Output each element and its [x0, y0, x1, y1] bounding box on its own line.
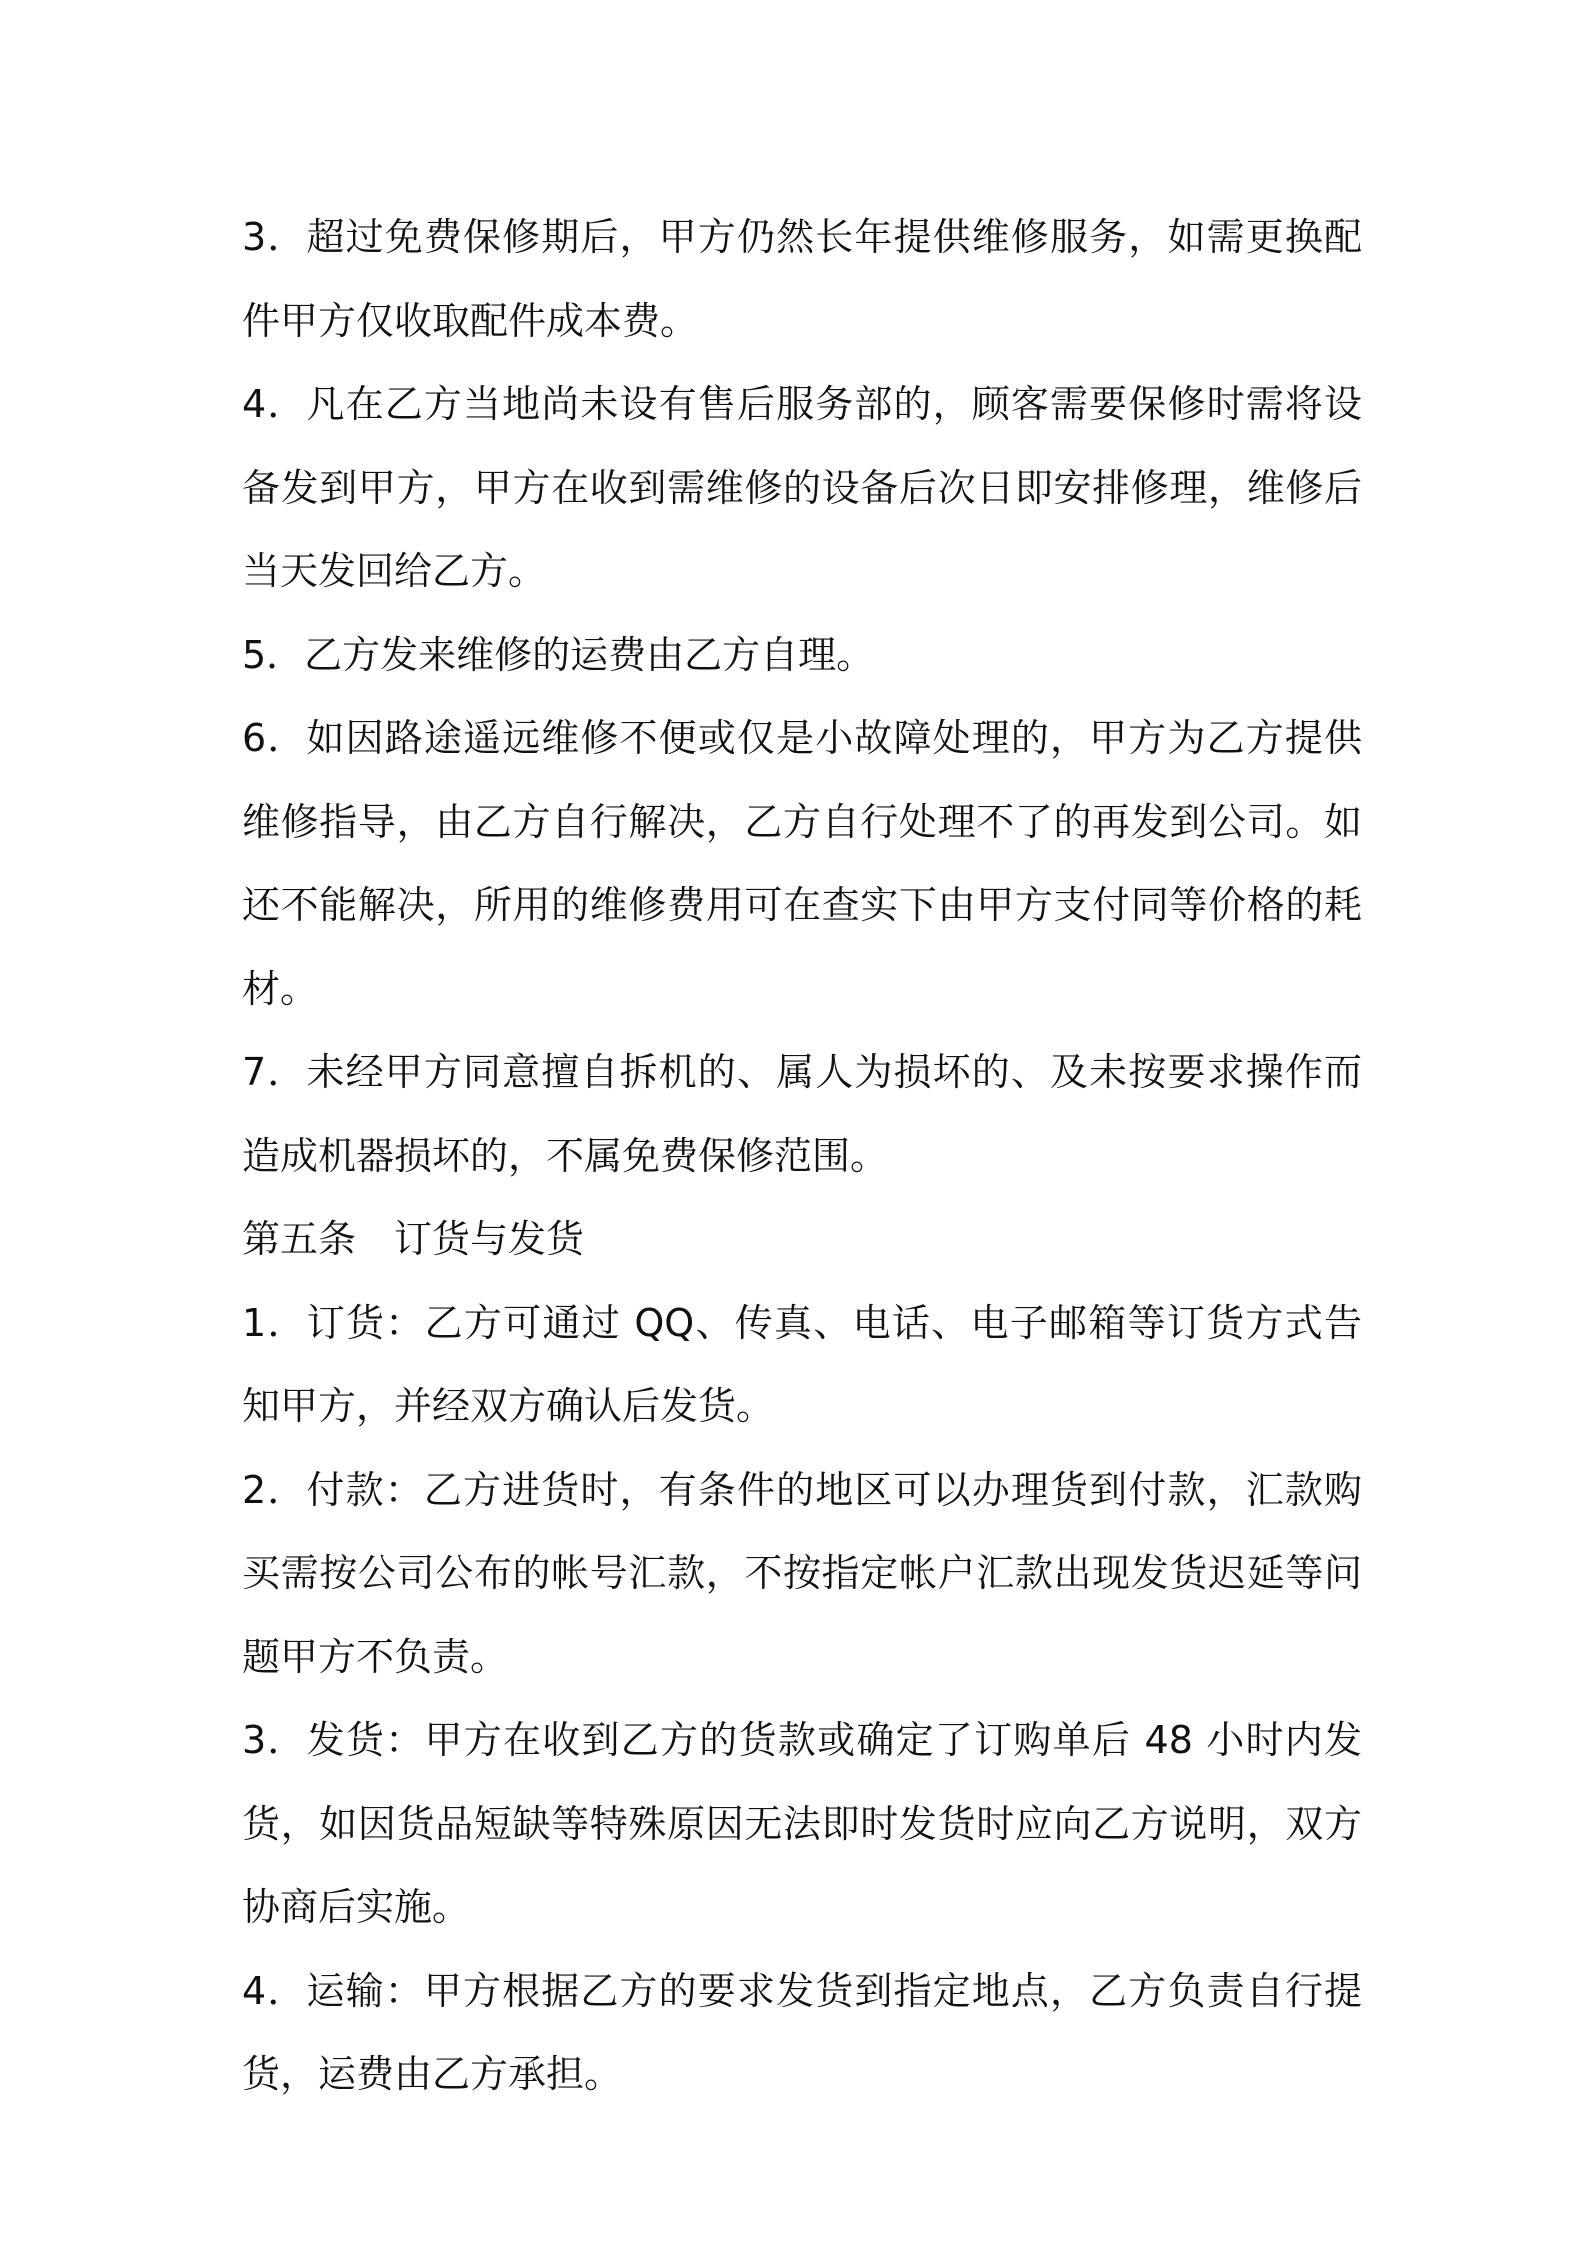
- paragraph-warranty-item-4: 4．凡在乙方当地尚未设有售后服务部的，顾客需要保修时需将设备发到甲方，甲方在收到需维修的设备后次日即安排修理，维修后当天发回给乙方。: [242, 382, 1362, 593]
- paragraph-shipping-item-3: 3．发货：甲方在收到乙方的货款或确定了订购单后 48 小时内发货，如因货品短缺等特殊原因无法即时发货时应向乙方说明，双方协商后实施。: [242, 1718, 1362, 1929]
- paragraph-transport-item-4: 4．运输：甲方根据乙方的要求发货到指定地点，乙方负责自行提货，运费由乙方承担。: [242, 1968, 1362, 2096]
- document-body: [242, 196, 1362, 2117]
- section-heading: 第五条 订货与发货: [242, 1217, 585, 1261]
- paragraph-payment-item-2: 2．付款：乙方进货时，有条件的地区可以办理货到付款，汇款购买需按公司公布的帐号汇款，不按指定帐户汇款出现发货迟延等问题甲方不负责。: [242, 1467, 1362, 1679]
- paragraph-warranty-item-7: 7．未经甲方同意擅自拆机的、属人为损坏的、及未按要求操作而造成机器损坏的，不属免费保修范围。: [242, 1050, 1362, 1178]
- paragraph-warranty-item-5: 5．乙方发来维修的运费由乙方自理。: [242, 632, 875, 677]
- paragraph-warranty-item-6: 6．如因路途遥远维修不便或仅是小故障处理的，甲方为乙方提供维修指导，由乙方自行解决，乙方自行处理不了的再发到公司。如还不能解决，所用的维修费用可在查实下由甲方支付同等价格的耗材。: [242, 716, 1362, 1011]
- paragraph-order-item-1: 1．订货：乙方可通过 QQ、传真、电话、电子邮箱等订货方式告知甲方，并经双方确认后发货。: [242, 1300, 1362, 1428]
- paragraph-warranty-item-3: 3．超过免费保修期后，甲方仍然长年提供维修服务，如需更换配件甲方仅收取配件成本费。: [242, 215, 1362, 343]
